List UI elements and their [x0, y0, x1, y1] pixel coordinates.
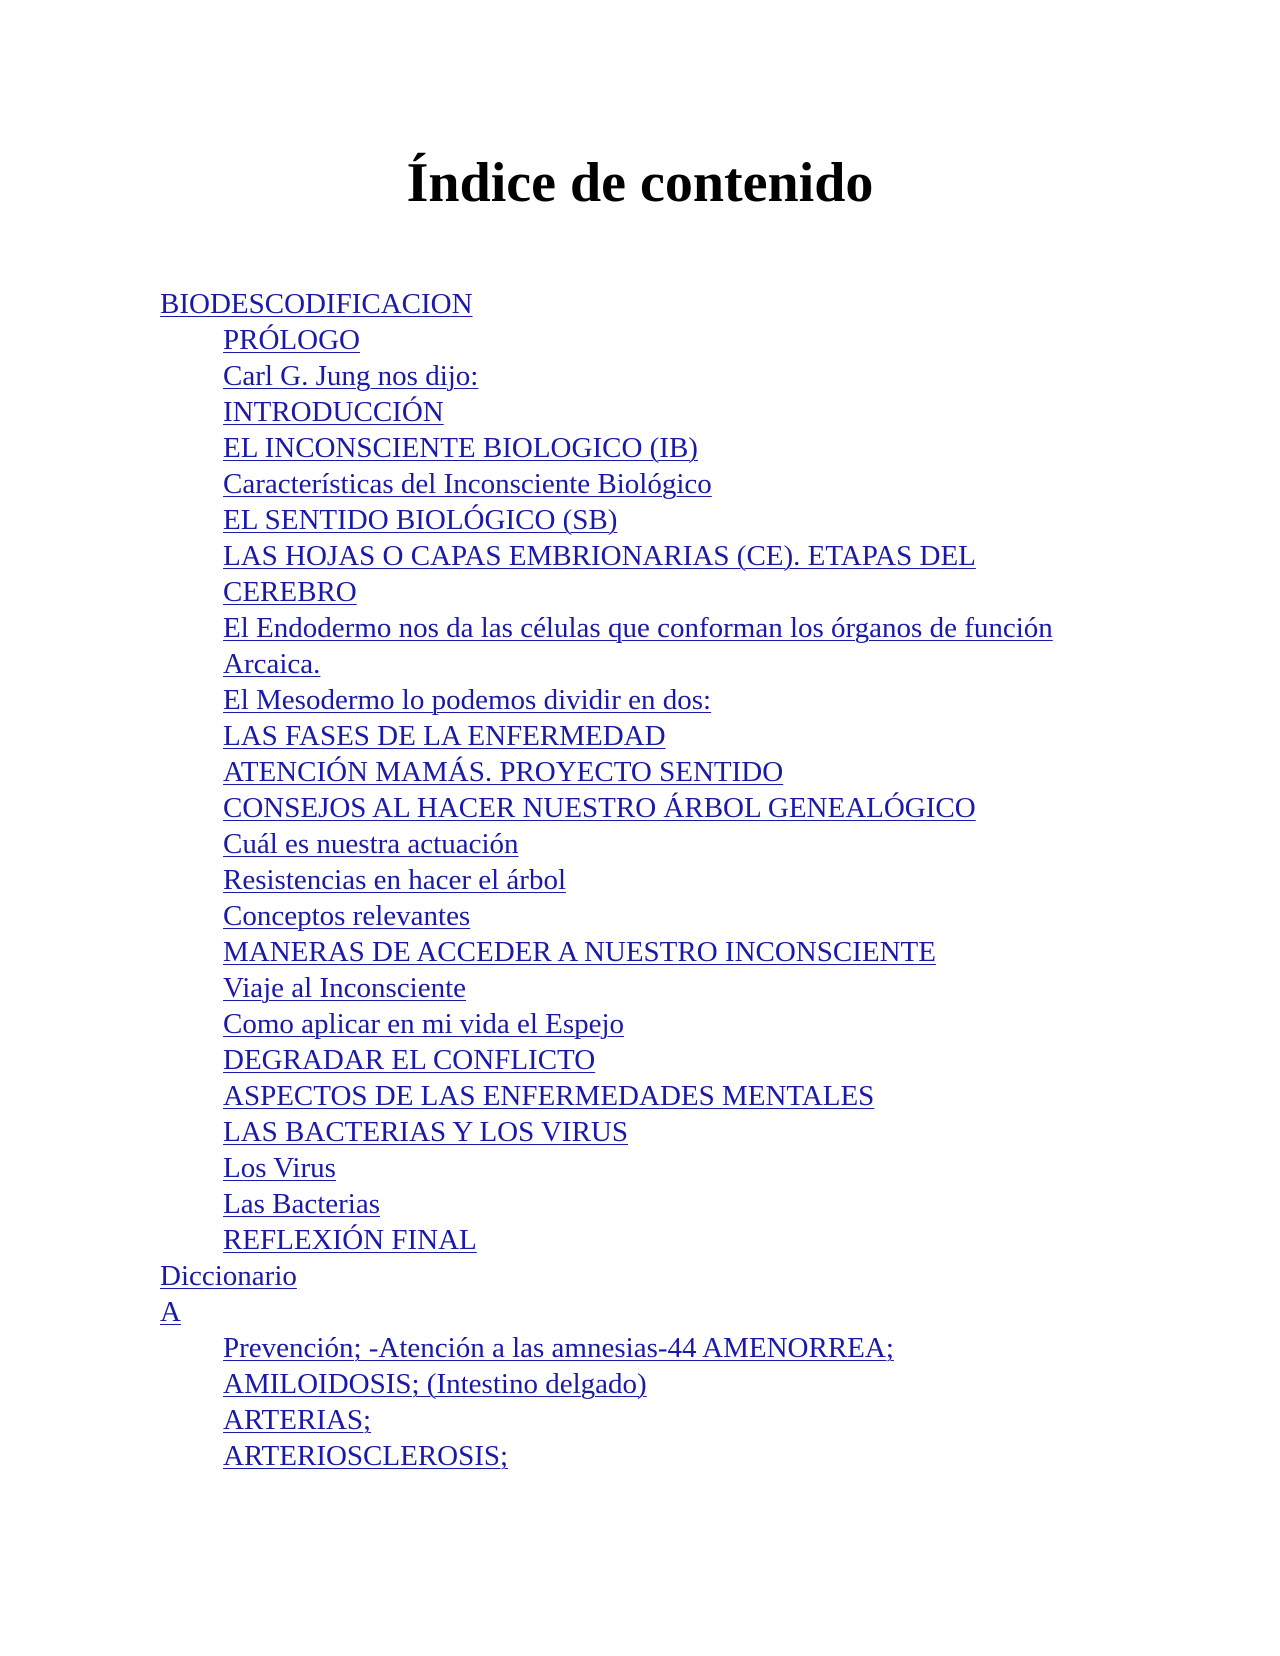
toc-link[interactable]: MANERAS DE ACCEDER A NUESTRO INCONSCIENTE [223, 936, 936, 968]
toc-entry [160, 1150, 1060, 1186]
toc-link[interactable]: Resistencias en hacer el árbol [223, 864, 567, 896]
toc-entry [160, 1114, 1060, 1150]
toc-entry [160, 538, 1060, 610]
toc-link[interactable]: PRÓLOGO [223, 324, 360, 356]
toc-entry [160, 502, 1060, 538]
toc-link[interactable]: LAS HOJAS O CAPAS EMBRIONARIAS (CE). ETAPAS DEL CEREBRO [223, 540, 976, 608]
toc-entry [160, 1294, 1060, 1330]
toc-entry [160, 1186, 1060, 1222]
toc-link[interactable]: Carl G. Jung nos dijo: [223, 360, 479, 392]
toc-link[interactable]: Prevención; -Atención a las amnesias-44 AMENORREA; [223, 1332, 894, 1364]
toc-link[interactable]: Como aplicar en mi vida el Espejo [223, 1008, 625, 1040]
toc-entry [160, 322, 1060, 358]
toc-link[interactable]: ASPECTOS DE LAS ENFERMEDADES MENTALES [223, 1080, 875, 1112]
toc-link[interactable]: Diccionario [160, 1260, 297, 1292]
toc-entry [160, 1258, 1060, 1294]
toc-entry [160, 1402, 1060, 1438]
toc-link[interactable]: Las Bacterias [223, 1188, 381, 1220]
toc-entry [160, 466, 1060, 502]
table-of-contents [160, 286, 1060, 1474]
toc-link[interactable]: LAS BACTERIAS Y LOS VIRUS [223, 1116, 628, 1148]
toc-entry [160, 1042, 1060, 1078]
toc-entry [160, 358, 1060, 394]
toc-link[interactable]: LAS FASES DE LA ENFERMEDAD [223, 720, 666, 752]
toc-entry [160, 718, 1060, 754]
toc-link[interactable]: El Mesodermo lo podemos dividir en dos: [223, 684, 712, 716]
toc-entry [160, 610, 1060, 682]
toc-link[interactable]: DEGRADAR EL CONFLICTO [223, 1044, 596, 1076]
toc-link[interactable]: AMILOIDOSIS; (Intestino delgado) [223, 1368, 647, 1400]
toc-entry [160, 1078, 1060, 1114]
toc-entry [160, 934, 1060, 970]
toc-link[interactable]: INTRODUCCIÓN [223, 396, 444, 428]
toc-entry [160, 790, 1060, 826]
toc-entry [160, 754, 1060, 790]
toc-link[interactable]: A [160, 1296, 181, 1328]
toc-link[interactable]: Características del Inconsciente Biológico [223, 468, 712, 500]
toc-entry [160, 286, 1060, 322]
toc-entry [160, 970, 1060, 1006]
toc-entry [160, 862, 1060, 898]
toc-link[interactable]: ARTERIAS; [223, 1404, 372, 1436]
toc-link[interactable]: EL INCONSCIENTE BIOLOGICO (IB) [223, 432, 698, 464]
toc-entry [160, 682, 1060, 718]
toc-entry [160, 394, 1060, 430]
toc-entry [160, 1330, 1060, 1366]
toc-entry [160, 1366, 1060, 1402]
toc-link[interactable]: ARTERIOSCLEROSIS; [223, 1440, 509, 1472]
toc-link[interactable]: EL SENTIDO BIOLÓGICO (SB) [223, 504, 618, 536]
toc-link[interactable]: REFLEXIÓN FINAL [223, 1224, 477, 1256]
toc-entry [160, 1438, 1060, 1474]
toc-link[interactable]: Cuál es nuestra actuación [223, 828, 519, 860]
toc-link[interactable]: El Endodermo nos da las células que conforman los órganos de función Arcaica. [223, 612, 1053, 680]
toc-link[interactable]: Viaje al Inconsciente [223, 972, 467, 1004]
toc-entry [160, 430, 1060, 466]
toc-entry [160, 826, 1060, 862]
toc-link[interactable]: ATENCIÓN MAMÁS. PROYECTO SENTIDO [223, 756, 784, 788]
toc-link[interactable]: CONSEJOS AL HACER NUESTRO ÁRBOL GENEALÓGICO [223, 792, 976, 824]
toc-entry [160, 898, 1060, 934]
toc-entry [160, 1006, 1060, 1042]
page-title: Índice de contenido [406, 152, 874, 214]
toc-link[interactable]: Conceptos relevantes [223, 900, 471, 932]
toc-entry [160, 1222, 1060, 1258]
toc-link[interactable]: BIODESCODIFICACION [160, 288, 473, 320]
toc-link[interactable]: Los Virus [223, 1152, 336, 1184]
